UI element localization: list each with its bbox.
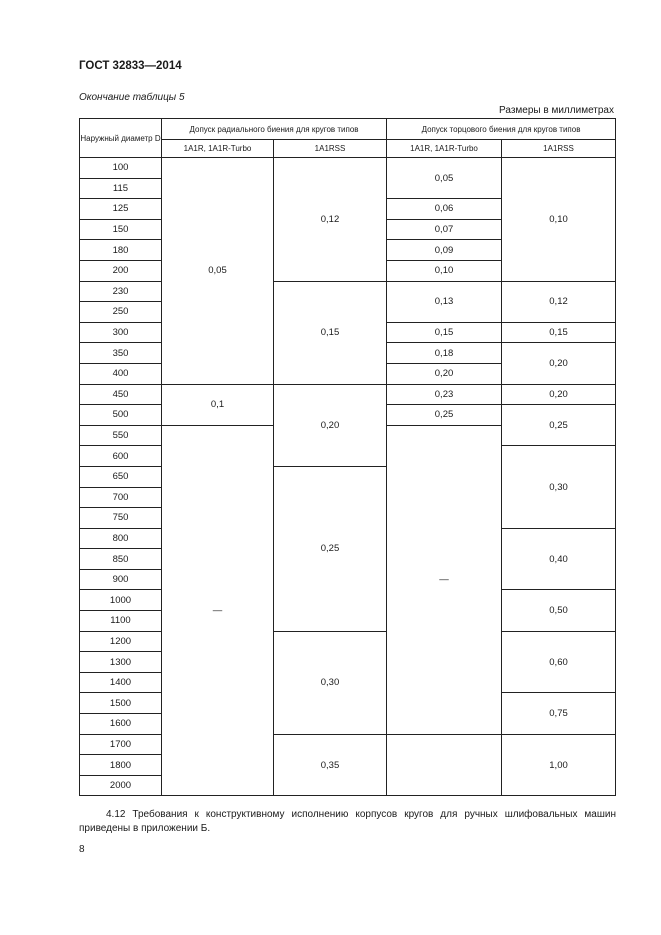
diameter-cell: 600	[80, 446, 162, 467]
radial-1a1r-cell: —	[162, 425, 274, 796]
diameter-cell: 300	[80, 322, 162, 343]
axial-1a1r-cell: 0,09	[387, 240, 502, 261]
table-row	[80, 158, 616, 179]
axial-1a1rss-cell: 0,15	[502, 322, 616, 343]
diameter-cell: 2000	[80, 775, 162, 796]
axial-1a1r-cell: 0,13	[387, 281, 502, 322]
diameter-cell: 400	[80, 363, 162, 384]
table-row	[80, 281, 616, 302]
radial-1a1rss-cell: 0,30	[274, 631, 387, 734]
tolerance-table	[79, 118, 616, 796]
diameter-cell: 550	[80, 425, 162, 446]
diameter-cell: 1000	[80, 590, 162, 611]
diameter-cell: 1500	[80, 693, 162, 714]
diameter-cell: 750	[80, 508, 162, 529]
diameter-cell: 1300	[80, 652, 162, 673]
header-outer-diameter: Наружный диаметр D	[80, 119, 162, 158]
diameter-cell: 1700	[80, 734, 162, 755]
radial-1a1rss-cell: 0,25	[274, 466, 387, 631]
axial-1a1r-cell: 0,05	[387, 158, 502, 199]
table-caption: Окончание таблицы 5	[79, 92, 185, 103]
radial-1a1rss-cell: 0,15	[274, 281, 387, 384]
diameter-cell: 100	[80, 158, 162, 179]
document-header: ГОСТ 32833—2014	[79, 60, 182, 72]
axial-1a1r-cell: 0,20	[387, 363, 502, 384]
diameter-cell: 1600	[80, 714, 162, 735]
table-row	[80, 631, 616, 652]
axial-1a1r-cell: 0,25	[387, 405, 502, 426]
diameter-cell: 200	[80, 260, 162, 281]
header-axial-runout: Допуск торцового биения для кругов типов	[387, 119, 616, 140]
radial-1a1r-cell: 0,1	[162, 384, 274, 425]
axial-1a1rss-cell: 0,40	[502, 528, 616, 590]
page-number: 8	[79, 844, 85, 855]
axial-1a1r-cell: 0,18	[387, 343, 502, 364]
diameter-cell: 115	[80, 178, 162, 199]
diameter-cell: 1100	[80, 611, 162, 632]
axial-1a1r-cell: 0,23	[387, 384, 502, 405]
axial-1a1rss-cell: 0,30	[502, 446, 616, 528]
diameter-cell: 1200	[80, 631, 162, 652]
diameter-cell: 450	[80, 384, 162, 405]
header-radial-1a1r: 1A1R, 1A1R-Turbo	[162, 140, 274, 158]
section-paragraph: 4.12 Требования к конструктивному исполнению корпусов кругов для ручных шлифовальных машин приведены в приложении Б.	[79, 809, 616, 834]
diameter-cell: 850	[80, 549, 162, 570]
axial-1a1rss-cell: 0,20	[502, 343, 616, 384]
diameter-cell: 650	[80, 466, 162, 487]
diameter-cell: 700	[80, 487, 162, 508]
header-axial-1a1rss: 1A1RSS	[502, 140, 616, 158]
radial-1a1r-cell: 0,05	[162, 158, 274, 385]
axial-1a1rss-cell: 0,50	[502, 590, 616, 631]
diameter-cell: 250	[80, 302, 162, 323]
axial-1a1rss-cell: 0,25	[502, 405, 616, 446]
table-row	[80, 384, 616, 405]
axial-1a1rss-cell: 0,60	[502, 631, 616, 693]
axial-1a1r-cell: 0,07	[387, 219, 502, 240]
axial-1a1r-cell: —	[387, 425, 502, 734]
radial-1a1rss-cell: 0,20	[274, 384, 387, 466]
diameter-cell: 900	[80, 569, 162, 590]
diameter-cell: 180	[80, 240, 162, 261]
header-axial-1a1r: 1A1R, 1A1R-Turbo	[387, 140, 502, 158]
axial-1a1rss-cell: 1,00	[502, 734, 616, 796]
axial-1a1r-cell: 0,10	[387, 260, 502, 281]
diameter-cell: 1800	[80, 755, 162, 776]
radial-1a1rss-cell: 0,12	[274, 158, 387, 282]
diameter-cell: 800	[80, 528, 162, 549]
axial-1a1r-cell: 0,15	[387, 322, 502, 343]
axial-1a1rss-cell: 0,10	[502, 158, 616, 282]
diameter-cell: 500	[80, 405, 162, 426]
axial-1a1rss-cell: 0,20	[502, 384, 616, 405]
diameter-cell: 230	[80, 281, 162, 302]
axial-1a1r-cell: 0,06	[387, 199, 502, 220]
axial-1a1rss-cell: 0,12	[502, 281, 616, 322]
header-radial-runout: Допуск радиального биения для кругов типов	[162, 119, 387, 140]
units-note: Размеры в миллиметрах	[499, 105, 614, 116]
diameter-cell: 1400	[80, 672, 162, 693]
diameter-cell: 350	[80, 343, 162, 364]
radial-1a1rss-cell: 0,35	[274, 734, 387, 796]
header-radial-1a1rss: 1A1RSS	[274, 140, 387, 158]
axial-1a1r-cell	[387, 734, 502, 796]
diameter-cell: 150	[80, 219, 162, 240]
table-row	[80, 734, 616, 755]
axial-1a1rss-cell: 0,75	[502, 693, 616, 734]
diameter-cell: 125	[80, 199, 162, 220]
